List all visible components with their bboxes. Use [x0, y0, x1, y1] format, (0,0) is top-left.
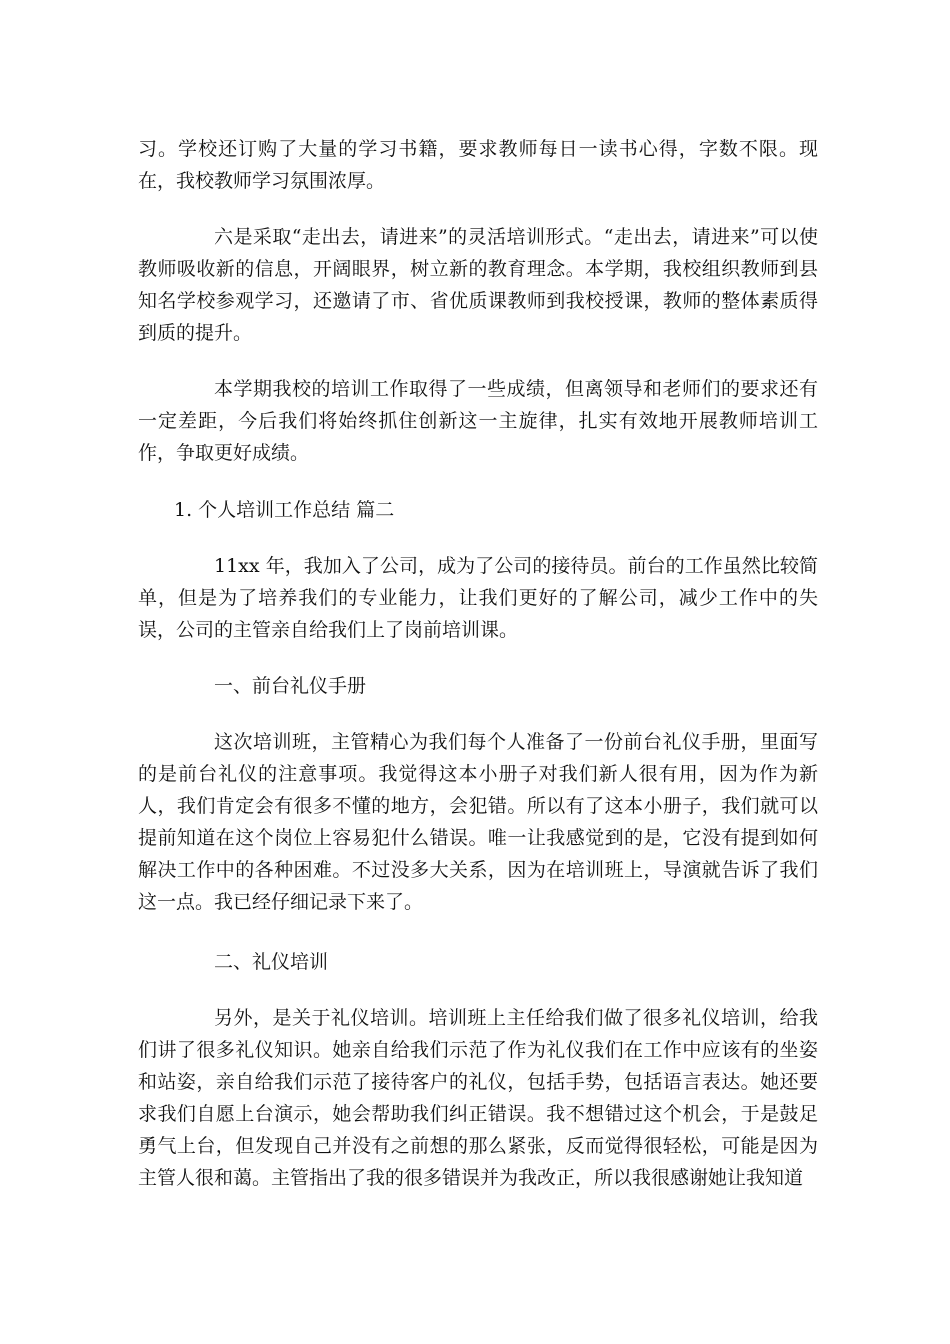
paragraph-manual-details: 这次培训班，主管精心为我们每个人准备了一份前台礼仪手册，里面写的是前台礼仪的注意事项。我觉得这本小册子对我们新人很有用，因为作为新人，我们肯定会有很多不懂的地方，会犯错。所以有了这本小册子，我们就可以提前知道在这个岗位上容易犯什么错误。唯一让我感觉到的是，它没有提到如何解决工作中的各种困难。不过没多大关系，因为在培训班上，导演就告诉了我们这一点。我已经仔细记录下来了。 [138, 731, 818, 913]
paragraph-etiquette-details: 另外，是关于礼仪培训。培训班上主任给我们做了很多礼仪培训，给我们讲了很多礼仪知识。她亲自给我们示范了作为礼仪我们在工作中应该有的坐姿和站姿，亲自给我们示范了接待客户的礼仪，包括手势，包括语言表达。她还要求我们自愿上台演示，她会帮助我们纠正错误。我不想错过这个机会，于是鼓足勇气上台，但发现自己并没有之前想的那么紧张，反而觉得很轻松，可能是因为主管人很和蔼。主管指出了我的很多错误并为我改正，所以我很感谢她让我知道 [138, 1007, 818, 1189]
paragraph-joined-company: 11xx 年，我加入了公司，成为了公司的接待员。前台的工作虽然比较简单，但是为了培养我们的专业能力，让我们更好的了解公司，减少工作中的失误，公司的主管亲自给我们上了岗前培训课。 [138, 555, 818, 641]
subheading-etiquette-training: 二、礼仪培训 [214, 951, 329, 973]
paragraph-semester-results: 本学期我校的培训工作取得了一些成绩，但离领导和老师们的要求还有一定差距，今后我们将始终抓住创新这一主旋律，扎实有效地开展教师培训工作，争取更好成绩。 [138, 378, 818, 464]
paragraph-training-form: 六是采取“走出去，请进来”的灵活培训形式。“走出去，请进来”可以使教师吸收新的信息，开阔眼界，树立新的教育理念。本学期，我校组织教师到县知名学校参观学习，还邀请了市、省优质课教师到我校授课，教师的整体素质得到质的提升。 [138, 226, 818, 344]
paragraph-study-atmosphere: 习。学校还订购了大量的学习书籍，要求教师每日一读书心得，字数不限。现在，我校教师学习氛围浓厚。 [138, 138, 818, 192]
subheading-reception-manual: 一、前台礼仪手册 [214, 675, 367, 697]
section-title-part-two: 1. 个人培训工作总结 篇二 [174, 499, 395, 521]
